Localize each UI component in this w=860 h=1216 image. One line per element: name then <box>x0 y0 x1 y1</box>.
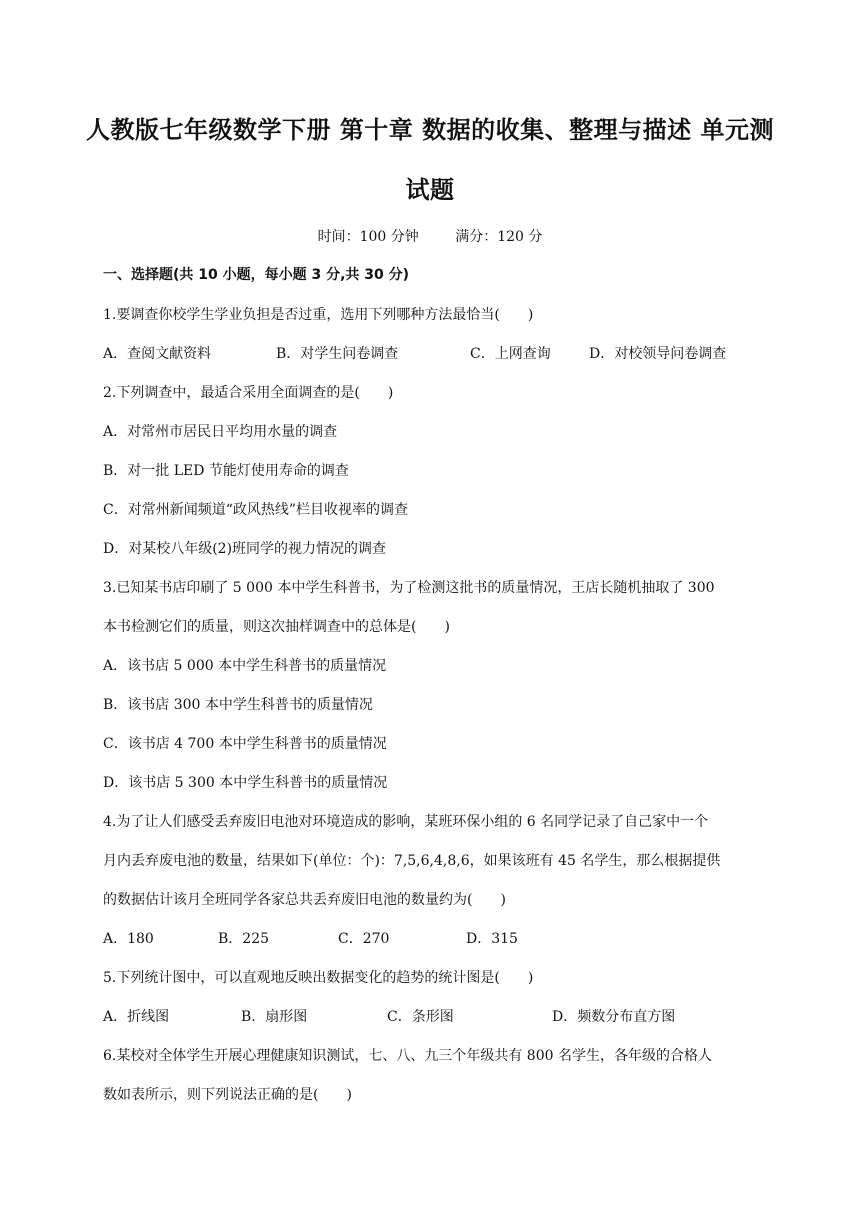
question-5-option-d: D．频数分布直方图 <box>552 1009 676 1025</box>
question-2-stem: 2.下列调查中，最适合采用全面调查的是( ) <box>103 385 394 401</box>
question-1-stem: 1.要调查你校学生学业负担是否过重，选用下列哪种方法最恰当( ) <box>103 307 534 323</box>
time-limit: 时间：100 分钟 <box>317 229 419 245</box>
question-4-stem-continued: 月内丢弃废电池的数量，结果如下(单位：个)：7,5,6,4,8,6，如果该班有 45 名学生，那么根据提供 <box>103 853 721 869</box>
question-6-stem: 6.某校对全体学生开展心理健康知识测试，七、八、九三个年级共有 800 名学生，各年级的合格人 <box>103 1048 712 1064</box>
question-4-option-c: C．270 <box>338 931 390 947</box>
question-3-option-d: D．该书店 5 300 本中学生科普书的质量情况 <box>103 775 388 791</box>
question-3-option-c: C．该书店 4 700 本中学生科普书的质量情况 <box>103 736 387 752</box>
question-5-option-c: C．条形图 <box>387 1009 454 1025</box>
question-2-option-a: A．对常州市居民日平均用水量的调查 <box>103 424 338 440</box>
question-5-option-b: B．扇形图 <box>241 1009 308 1025</box>
question-6-stem-continued: 数如表所示，则下列说法正确的是( ) <box>103 1087 352 1103</box>
question-4-option-d: D．315 <box>466 931 518 947</box>
question-3-stem-continued: 本书检测它们的质量，则这次抽样调查中的总体是( ) <box>103 619 450 635</box>
question-3-option-b: B．该书店 300 本中学生科普书的质量情况 <box>103 697 373 713</box>
question-1-option-a: A．查阅文献资料 <box>103 346 212 362</box>
section-heading: 一、选择题(共 10 小题，每小题 3 分,共 30 分) <box>103 267 410 283</box>
question-2-option-d: D．对某校八年级(2)班同学的视力情况的调查 <box>103 541 387 557</box>
full-score: 满分：120 分 <box>455 229 543 245</box>
question-5-option-a: A．折线图 <box>103 1009 170 1025</box>
question-1-option-b: B．对学生问卷调查 <box>276 346 399 362</box>
exam-meta <box>0 226 860 246</box>
question-3-stem: 3.已知某书店印刷了 5 000 本中学生科普书，为了检测这批书的质量情况，王店长随机抽取了 300 <box>103 580 715 596</box>
page-title: 人教版七年级数学下册 第十章 数据的收集、整理与描述 单元测 <box>85 116 775 144</box>
question-4-stem-end: 的数据估计该月全班同学各家总共丢弃废旧电池的数量约为( ) <box>103 892 506 908</box>
question-3-option-a: A．该书店 5 000 本中学生科普书的质量情况 <box>103 658 387 674</box>
question-2-option-b: B．对一批 LED 节能灯使用寿命的调查 <box>103 463 349 479</box>
question-5-stem: 5.下列统计图中，可以直观地反映出数据变化的趋势的统计图是( ) <box>103 970 534 986</box>
question-4-stem: 4.为了让人们感受丢弃废旧电池对环境造成的影响，某班环保小组的 6 名同学记录了自己家中一个 <box>103 814 709 830</box>
question-1-option-c: C．上网查询 <box>470 346 551 362</box>
question-4-option-a: A．180 <box>103 931 154 947</box>
page-title-continued: 试题 <box>405 176 455 204</box>
question-2-option-c: C．对常州新闻频道“政风热线”栏目收视率的调查 <box>103 502 409 518</box>
question-1-option-d: D．对校领导问卷调查 <box>589 346 727 362</box>
question-4-option-b: B．225 <box>218 931 270 947</box>
